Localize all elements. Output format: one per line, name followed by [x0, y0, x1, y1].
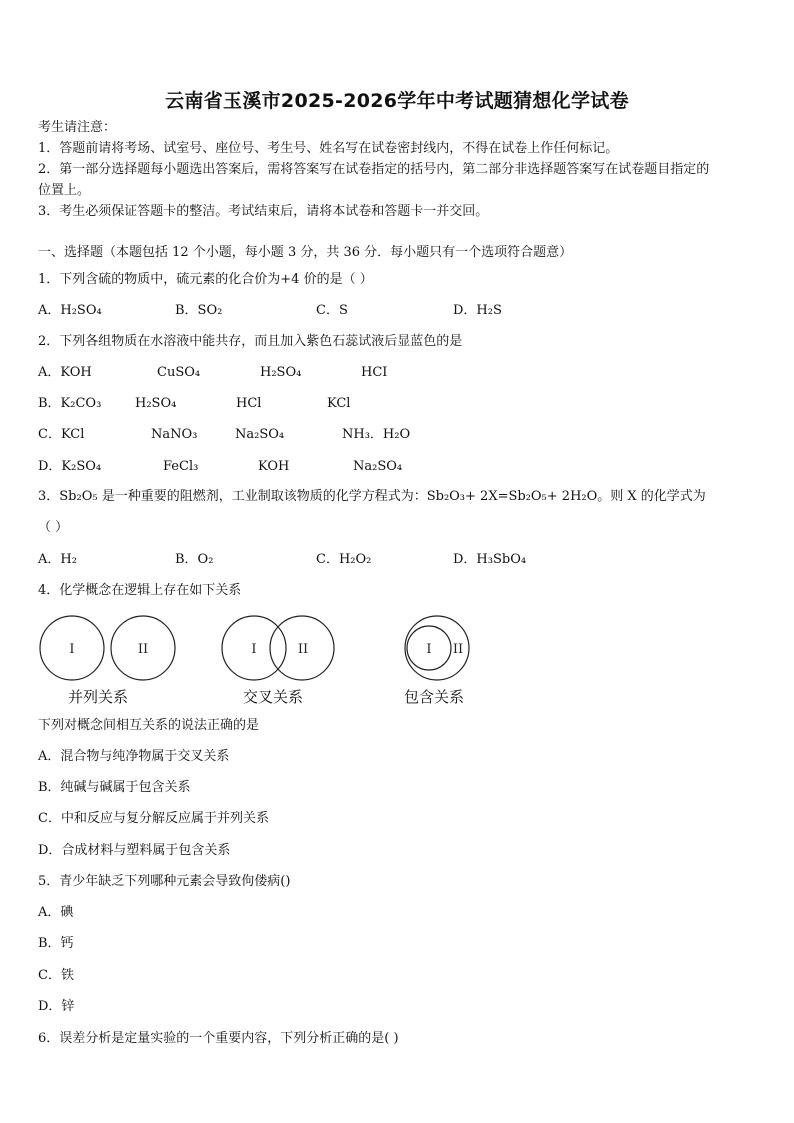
notice-item-1: 1．答题前请将考场、试室号、座位号、考生号、姓名写在试卷密封线内，不得在试卷上作任何标记。	[38, 141, 619, 156]
caption-contain: 包含关系	[404, 688, 465, 706]
caption-parallel: 并列关系	[68, 688, 129, 706]
q2-d-item-3: KOH	[258, 459, 290, 474]
q5-option-c: C．铁	[38, 968, 74, 983]
q2-b-item-2: H₂SO₄	[135, 396, 177, 411]
q5-option-b: B．钙	[38, 936, 74, 951]
exam-title: 云南省玉溪市2025-2026学年中考试题猜想化学试卷	[165, 90, 629, 112]
q3-option-b: B．O₂	[175, 552, 214, 567]
q4-stem: 4．化学概念在逻辑上存在如下关系	[38, 583, 242, 598]
q2-a-item-2: CuSO₄	[157, 365, 201, 380]
q4-option-a: A．混合物与纯净物属于交叉关系	[38, 749, 230, 764]
q2-a-item-4: HCI	[361, 365, 388, 380]
q5-option-a: A．碘	[38, 905, 74, 920]
notice-item-3: 3．考生必须保证答题卡的整洁。考试结束后，请将本试卷和答题卡一并交回。	[38, 204, 489, 219]
q1-stem: 1．下列含硫的物质中，硫元素的化合价为+4 价的是（ ）	[38, 272, 373, 287]
q2-b-item-3: HCl	[236, 396, 262, 411]
q1-option-c: C．S	[316, 303, 348, 318]
q5-option-d: D．锌	[38, 999, 75, 1014]
q3-option-c: C．H₂O₂	[316, 552, 372, 567]
q2-c-item-3: Na₂SO₄	[235, 427, 285, 442]
q2-b-label: B．K₂CO₃	[38, 396, 102, 411]
section-heading: 一、选择题（本题包括 12 个小题，每小题 3 分，共 36 分．每小题只有一个选项符合题意）	[38, 245, 573, 260]
q1-option-a: A．H₂SO₄	[38, 303, 102, 318]
notice-heading: 考生请注意：	[38, 120, 117, 135]
q2-d-item-4: Na₂SO₄	[353, 459, 403, 474]
q2-c-item-2: NaNO₃	[151, 427, 198, 442]
notice-item-2: 2．第一部分选择题每小题选出答案后，需将答案写在试卷指定的括号内，第二部分非选择题答案写在试卷题目指定的	[38, 162, 710, 177]
caption-cross: 交叉关系	[243, 688, 304, 706]
parallel-label-one: I	[69, 642, 75, 657]
cross-label-two: II	[297, 642, 309, 657]
q4-sub-stem: 下列对概念间相互关系的说法正确的是	[38, 718, 260, 733]
q3-option-a: A．H₂	[38, 552, 77, 567]
q5-stem: 5．青少年缺乏下列哪种元素会导致佝偻病()	[38, 874, 291, 889]
q3-stem: 3．Sb₂O₅ 是一种重要的阻燃剂，工业制取该物质的化学方程式为：Sb₂O₃+ 2X=Sb₂O₅+ 2H₂O。则 X 的化学式为	[38, 489, 706, 504]
q2-c-label: C．KCl	[38, 427, 85, 442]
q2-d-label: D．K₂SO₄	[38, 459, 102, 474]
q4-option-d: D．合成材料与塑料属于包含关系	[38, 843, 231, 858]
q1-option-b: B．SO₂	[175, 303, 223, 318]
q2-a-label: A．KOH	[38, 365, 92, 380]
parallel-label-two: II	[137, 642, 149, 657]
cross-label-one: I	[251, 642, 257, 657]
q2-b-item-4: KCl	[327, 396, 351, 411]
q2-a-item-3: H₂SO₄	[260, 365, 302, 380]
q2-d-item-2: FeCl₃	[163, 459, 199, 474]
q2-stem: 2．下列各组物质在水溶液中能共存，而且加入紫色石蕊试液后显蓝色的是	[38, 334, 463, 349]
q3-stem-blank: （ ）	[38, 520, 69, 535]
notice-item-2-cont: 位置上。	[38, 183, 91, 198]
q4-option-c: C．中和反应与复分解反应属于并列关系	[38, 811, 269, 826]
q6-stem: 6．误差分析是定量实验的一个重要内容，下列分析正确的是( )	[38, 1031, 399, 1046]
q2-c-item-4: NH₃．H₂O	[342, 427, 411, 442]
contain-label-one: I	[426, 642, 432, 657]
contain-label-two: II	[452, 642, 464, 657]
q3-option-d: D．H₃SbO₄	[453, 552, 527, 567]
q4-option-b: B．纯碱与碱属于包含关系	[38, 780, 191, 795]
q1-option-d: D．H₂S	[453, 303, 502, 318]
